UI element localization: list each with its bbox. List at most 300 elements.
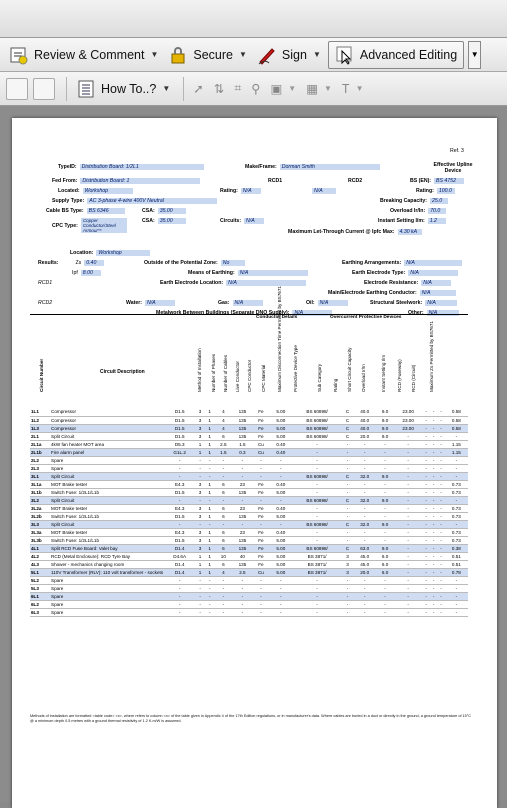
table-cell: - — [353, 464, 376, 472]
table-row[interactable] — [30, 592, 468, 600]
table-cell: - — [422, 456, 429, 464]
table-cell: - — [445, 608, 468, 616]
table-row[interactable] — [30, 520, 468, 528]
table-cell: - — [376, 440, 394, 448]
table-cell: - — [195, 592, 205, 600]
means-row — [188, 270, 308, 276]
label: Earth Electrode Location: — [160, 280, 224, 286]
table-cell: - — [422, 544, 429, 552]
table-cell: 135 — [232, 408, 252, 416]
circuit-description: MOT Brake tester — [50, 504, 164, 512]
table-cell: 6 — [215, 544, 233, 552]
table-cell: - — [394, 456, 422, 464]
table-cell: - — [269, 584, 292, 592]
table-cell: 1.5 — [232, 440, 252, 448]
table-cell: E4.3 — [164, 480, 195, 488]
review-comment-button[interactable] — [6, 42, 161, 68]
zs-value: 0.40 — [84, 260, 104, 266]
label: Rating: — [416, 188, 434, 194]
table-cell: 3 — [195, 416, 205, 424]
column-header: Maximum Zs Permitted by BS7671 — [429, 321, 434, 392]
table-cell: 135 — [232, 536, 252, 544]
table-cell: - — [437, 560, 444, 568]
bsen-value: BS 4752 — [434, 178, 464, 184]
label: Supply Type: — [52, 198, 85, 204]
table-cell: Fe — [253, 424, 270, 432]
table-cell: - — [422, 472, 429, 480]
table-row[interactable] — [30, 528, 468, 536]
label: Maximum Let-Through Current @ Ipfc Max: — [288, 229, 395, 235]
table-cell: - — [342, 440, 353, 448]
circuit-number: 3L2 — [30, 496, 50, 504]
table-cell: 0.78 — [445, 568, 468, 576]
table-cell: - — [195, 472, 205, 480]
link-icon[interactable]: ⚲ — [251, 82, 261, 96]
table-cell: 3 — [195, 544, 205, 552]
table-row[interactable] — [30, 504, 468, 512]
table-cell: - — [353, 592, 376, 600]
label: BS (EN): — [410, 178, 432, 184]
table-cell: D1.4 — [164, 568, 195, 576]
table-cell: - — [292, 592, 342, 600]
table-cell: 1.15 — [445, 440, 468, 448]
circuit-number: 4L3 — [30, 560, 50, 568]
table-row[interactable] — [30, 600, 468, 608]
table-cell: - — [353, 536, 376, 544]
table-cell: - — [342, 600, 353, 608]
circuit-description: Compressor — [50, 424, 164, 432]
table-cell: - — [292, 536, 342, 544]
circuit-description: Shower - mechanics changing room — [50, 560, 164, 568]
cpc-row — [52, 218, 127, 233]
table-cell: - — [269, 576, 292, 584]
sign-button[interactable] — [254, 42, 324, 68]
table-row[interactable] — [30, 432, 468, 440]
table-cell: - — [422, 608, 429, 616]
value: N/A — [312, 188, 336, 194]
table-cell: - — [205, 592, 215, 600]
table-cell: - — [232, 456, 252, 464]
table-cell: E4.3 — [164, 528, 195, 536]
table-cell: 6 — [215, 504, 233, 512]
circuit-number: 2L1 — [30, 432, 50, 440]
outside-value: No — [221, 260, 245, 266]
location-row — [70, 250, 150, 256]
table-cell: Fe — [253, 432, 270, 440]
table-cell: 3 — [342, 568, 353, 576]
table-cell: - — [394, 576, 422, 584]
table-cell: - — [342, 456, 353, 464]
chevron-down-icon[interactable]: ▼ — [162, 84, 171, 93]
table-cell: - — [430, 488, 437, 496]
table-cell: - — [394, 440, 422, 448]
cpc-value: Copper Conductor/Steel Armour** — [81, 218, 127, 233]
table-cell: E4.3 — [164, 504, 195, 512]
table-cell: - — [437, 584, 444, 592]
table-cell: - — [164, 592, 195, 600]
ipf-row — [72, 270, 101, 276]
ref-label: Ref. 3 — [450, 148, 464, 154]
circuit-description: Split RCD Fuse Board: Valet bay — [50, 544, 164, 552]
table-cell: - — [215, 472, 233, 480]
table-row[interactable] — [30, 472, 468, 480]
value: N/A — [233, 300, 263, 306]
table-cell: C — [342, 544, 353, 552]
table-cell: - — [394, 560, 422, 568]
label: Water: — [126, 300, 142, 306]
label: Breaking Capacity: — [380, 198, 427, 204]
table-cell: - — [422, 528, 429, 536]
table-cell: - — [205, 600, 215, 608]
located-value: Workshop — [83, 188, 133, 194]
typeid-value: Distribution Board: 1/2L1 — [80, 164, 204, 170]
table-cell: - — [292, 528, 342, 536]
table-cell: 32.0 — [353, 520, 376, 528]
table-cell: - — [422, 464, 429, 472]
table-cell: 135 — [232, 416, 252, 424]
label: Electrode Resistance: — [364, 280, 419, 286]
label: CSA: — [142, 208, 155, 214]
table-cell: - — [445, 576, 468, 584]
table-cell: - — [430, 464, 437, 472]
table-cell: - — [430, 608, 437, 616]
table-cell: - — [445, 520, 468, 528]
table-row[interactable] — [30, 552, 468, 560]
table-cell: 23 — [232, 480, 252, 488]
table-cell: - — [430, 448, 437, 456]
table-cell: 1 — [195, 440, 205, 448]
table-cell: 135 — [232, 432, 252, 440]
chevron-down-icon: ▼ — [470, 50, 479, 59]
column-header: Live Conductor — [235, 361, 240, 392]
table-row[interactable] — [30, 536, 468, 544]
table-cell: 0.58 — [445, 424, 468, 432]
table-cell: - — [437, 600, 444, 608]
table-cell: - — [394, 600, 422, 608]
table-cell: - — [437, 592, 444, 600]
table-cell: - — [342, 504, 353, 512]
chevron-down-icon[interactable]: ▼ — [150, 50, 159, 59]
column-header: Short Circuit Capacity — [347, 347, 352, 392]
table-cell: - — [353, 584, 376, 592]
circuit-description: Split Circuit — [50, 496, 164, 504]
table-cell: - — [376, 504, 394, 512]
supply-value: AC 3-phase 4-wire 400V Neutral — [87, 198, 217, 204]
pen-icon — [257, 45, 277, 65]
table-cell: 5.00 — [269, 568, 292, 576]
maxlet-row — [288, 229, 422, 235]
upline-device: Effective Upline Device — [433, 162, 473, 174]
table-cell: - — [205, 464, 215, 472]
circuit-number: 5L1 — [30, 568, 50, 576]
table-cell: 5.00 — [269, 488, 292, 496]
table-cell: 9.0 — [376, 408, 394, 416]
table-cell: BS 60898/ — [292, 408, 342, 416]
table-cell: BS 60898/ — [292, 520, 342, 528]
table-cell: 135 — [232, 512, 252, 520]
table-cell: 3 — [195, 528, 205, 536]
label: Other: — [408, 310, 424, 316]
circuit-description: MOT Brake tester — [50, 480, 164, 488]
table-cell: 20.0 — [353, 432, 376, 440]
table-cell: - — [269, 456, 292, 464]
make-value: Dorman Smith — [280, 164, 380, 170]
table-cell: 0.73 — [445, 528, 468, 536]
table-row[interactable] — [30, 416, 468, 424]
table-row[interactable] — [30, 496, 468, 504]
table-cell: - — [215, 576, 233, 584]
table-cell: - — [269, 592, 292, 600]
table-cell: 40.0 — [353, 416, 376, 424]
crop-icon[interactable]: ⌗ — [234, 81, 242, 95]
table-cell: - — [376, 576, 394, 584]
table-cell: Cu — [253, 568, 270, 576]
table-cell: - — [253, 472, 270, 480]
table-cell: - — [232, 584, 252, 592]
table-row[interactable] — [30, 544, 468, 552]
table-cell: 5.00 — [269, 416, 292, 424]
overload-row — [390, 208, 446, 214]
toolbar-separator — [183, 77, 184, 101]
advanced-dropdown-button[interactable] — [468, 41, 481, 69]
table-cell: - — [292, 480, 342, 488]
table-cell: - — [215, 600, 233, 608]
outside-row — [144, 260, 245, 266]
table-cell: - — [164, 520, 195, 528]
table-cell: - — [422, 408, 429, 416]
table-cell: - — [437, 472, 444, 480]
table-cell: - — [205, 496, 215, 504]
circuit-description: Spare — [50, 608, 164, 616]
text-field-icon[interactable]: T ▼ — [341, 81, 364, 96]
table-cell: 0.58 — [445, 416, 468, 424]
table-cell: - — [292, 608, 342, 616]
table-cell: G1L.2 — [164, 448, 195, 456]
table-cell: 10 — [215, 552, 233, 560]
table-row[interactable] — [30, 488, 468, 496]
earth-type-row — [352, 270, 458, 276]
table-row[interactable] — [30, 576, 468, 584]
table-cell: 0.51 — [445, 552, 468, 560]
make-row — [245, 164, 380, 170]
table-cell: - — [394, 448, 422, 456]
table-row[interactable] — [30, 424, 468, 432]
circuit-description: Fire alarm panel — [50, 448, 164, 456]
secure-button[interactable] — [165, 42, 250, 68]
table-cell: - — [292, 456, 342, 464]
button-tool-icon[interactable]: ▣ ▼ — [270, 82, 297, 96]
table-cell: - — [269, 520, 292, 528]
table-cell: - — [164, 600, 195, 608]
table-cell: - — [353, 448, 376, 456]
table-cell: - — [422, 600, 429, 608]
table-cell: 1 — [195, 560, 205, 568]
table-cell: Fe — [253, 560, 270, 568]
maxlet-value: 4.30 kA — [398, 229, 422, 235]
table-cell: - — [376, 464, 394, 472]
table-cell: Fe — [253, 488, 270, 496]
column-header: RCD (Circuit) — [411, 364, 416, 392]
movie-icon[interactable]: ▦ ▼ — [306, 82, 332, 96]
table-cell: - — [353, 440, 376, 448]
table-cell: Fe — [253, 528, 270, 536]
chevron-down-icon[interactable]: ▼ — [312, 50, 321, 59]
table-cell: - — [376, 600, 394, 608]
circuit-description: Spare — [50, 576, 164, 584]
table-cell: 5.00 — [269, 432, 292, 440]
cable-row — [46, 208, 125, 214]
table-cell: - — [422, 440, 429, 448]
table-cell: - — [437, 440, 444, 448]
table-cell: - — [292, 584, 342, 592]
secondary-toolbar — [0, 72, 507, 106]
table-cell: 0.73 — [445, 536, 468, 544]
conductor-details-label: Conductor Details — [256, 315, 298, 320]
table-row[interactable] — [30, 448, 468, 456]
circuit-number: 6L2 — [30, 600, 50, 608]
table-cell: - — [422, 448, 429, 456]
table-cell: 6 — [215, 432, 233, 440]
label: Fed From: — [52, 178, 78, 184]
table-cell: - — [232, 464, 252, 472]
table-cell: - — [215, 592, 233, 600]
table-cell: 1 — [195, 448, 205, 456]
table-cell: - — [430, 504, 437, 512]
circuit-number-label: Circuit Number — [39, 358, 44, 392]
typeid-row — [58, 164, 204, 170]
label: Structural Steelwork: — [370, 300, 423, 306]
value: N/A — [427, 310, 459, 316]
table-cell: D1.5 — [164, 488, 195, 496]
table-cell: 9.0 — [376, 424, 394, 432]
table-cell: D1.5 — [164, 512, 195, 520]
circuit-description: Compressor — [50, 408, 164, 416]
label: Located: — [58, 188, 80, 194]
value: N/A — [226, 280, 306, 286]
table-cell: - — [394, 592, 422, 600]
label: TypeID: — [58, 164, 77, 170]
table-row[interactable] — [30, 512, 468, 520]
table-cell: 0.40 — [269, 440, 292, 448]
earth-loc-row — [160, 280, 306, 286]
chevron-down-icon[interactable]: ▼ — [238, 50, 247, 59]
table-row[interactable] — [30, 560, 468, 568]
select-arrow-icon[interactable]: ➚ — [193, 82, 204, 96]
table-cell: 3 — [195, 480, 205, 488]
column-header: Protective Device Type — [293, 345, 298, 392]
structural-row — [370, 300, 457, 306]
column-header: RCD (Fuseway) — [397, 359, 402, 392]
table-cell: D1.5 — [164, 432, 195, 440]
table-cell: 3 — [195, 536, 205, 544]
table-cell: - — [353, 488, 376, 496]
table-cell: 0.51 — [445, 560, 468, 568]
touchup-text-icon[interactable]: ⇅ — [213, 82, 225, 96]
table-cell: Fe — [253, 512, 270, 520]
table-cell: - — [394, 520, 422, 528]
circuit-number: 3L2b — [30, 512, 50, 520]
page-insert-icon[interactable] — [33, 78, 55, 100]
table-cell: - — [342, 512, 353, 520]
table-cell: - — [376, 528, 394, 536]
value: N/A — [408, 270, 458, 276]
table-cell: - — [437, 544, 444, 552]
table-row[interactable] — [30, 480, 468, 488]
table-row[interactable] — [30, 584, 468, 592]
table-cell: - — [394, 536, 422, 544]
rcd1-label: RCD1 — [268, 178, 283, 184]
table-cell: 1 — [205, 408, 215, 416]
label: Outside of the Potential Zone: — [144, 260, 218, 266]
table-cell: - — [342, 576, 353, 584]
table-cell: 45.0 — [353, 552, 376, 560]
table-cell: - — [253, 456, 270, 464]
table-row[interactable] — [30, 608, 468, 616]
table-cell: 3 — [195, 432, 205, 440]
table-cell: - — [430, 496, 437, 504]
how-to-button[interactable] — [73, 76, 173, 102]
table-cell: - — [437, 504, 444, 512]
table-row[interactable] — [30, 568, 468, 576]
advanced-editing-button[interactable] — [328, 41, 464, 69]
table-row[interactable] — [30, 456, 468, 464]
circuit-description: Split Circuit — [50, 472, 164, 480]
table-cell: - — [422, 416, 429, 424]
table-cell: 6 — [215, 512, 233, 520]
table-cell: 40.0 — [353, 424, 376, 432]
table-row[interactable] — [30, 464, 468, 472]
table-cell: - — [292, 512, 342, 520]
table-cell: - — [437, 432, 444, 440]
value: N/A — [145, 300, 175, 306]
table-cell: - — [232, 496, 252, 504]
breaking-value: 25.0 — [430, 198, 448, 204]
table-cell: 23 — [232, 504, 252, 512]
table-cell: - — [215, 496, 233, 504]
circuit-number: 2L1a — [30, 440, 50, 448]
label: Means of Earthing: — [188, 270, 235, 276]
table-cell: - — [376, 480, 394, 488]
circuit-description-label: Circuit Description — [100, 369, 145, 375]
label: Cable BS Type: — [46, 208, 84, 214]
table-cell: 1 — [205, 424, 215, 432]
circuit-number: 4L1 — [30, 544, 50, 552]
table-cell: - — [437, 536, 444, 544]
table-cell: - — [430, 440, 437, 448]
table-cell: 23 — [232, 528, 252, 536]
table-row[interactable] — [30, 408, 468, 416]
document-viewer[interactable] — [0, 106, 507, 801]
table-cell: - — [430, 520, 437, 528]
table-cell: 32.0 — [353, 472, 376, 480]
table-cell: 135 — [232, 560, 252, 568]
table-cell: BS 3871/ — [292, 568, 342, 576]
table-cell: 23.00 — [394, 416, 422, 424]
table-cell: - — [269, 608, 292, 616]
table-cell: - — [394, 608, 422, 616]
instant-value: 1.2 — [428, 218, 446, 224]
value: N/A — [238, 270, 308, 276]
table-cell: - — [394, 504, 422, 512]
table-cell: - — [376, 488, 394, 496]
page-extract-icon[interactable] — [6, 78, 28, 100]
table-row[interactable] — [30, 440, 468, 448]
table-cell: - — [292, 488, 342, 496]
label: Rating: — [220, 188, 238, 194]
table-cell: 5.00 — [269, 544, 292, 552]
table-cell: - — [342, 592, 353, 600]
table-cell: - — [422, 488, 429, 496]
